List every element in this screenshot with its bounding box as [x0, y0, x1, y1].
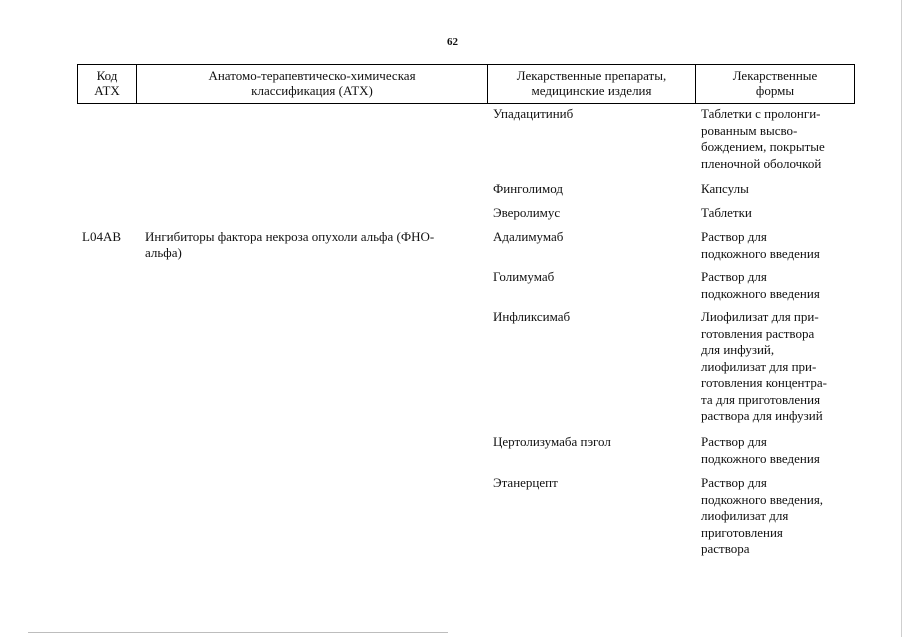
drug-form: Раствор для подкожного введения, лиофилизат для приготовления раствора — [701, 475, 824, 556]
header-drugs: Лекарственные препараты, медицинские изделия — [488, 65, 696, 103]
drug-name: Инфликсимаб — [493, 309, 571, 324]
page-number: 62 — [447, 36, 458, 48]
scan-edge-line — [901, 0, 902, 637]
drug-name: Адалимумаб — [493, 229, 564, 244]
drug-name: Голимумаб — [493, 269, 555, 284]
drug-name: Упадацитиниб — [493, 106, 574, 121]
drug-form: Таблетки с пролонги- рованным высво- бождением, покрытые пленочной оболочкой — [701, 106, 825, 171]
drug-name: Цертолизумаба пэгол — [493, 434, 611, 449]
atc-classification-name: Ингибиторы фактора некроза опухоли альфа (ФНО- альфа) — [145, 229, 435, 260]
header-classification: Анатомо-терапевтическо-химическая классификация (АТХ) — [137, 65, 488, 103]
drug-form: Раствор для подкожного введения — [701, 434, 820, 466]
drug-form: Раствор для подкожного введения — [701, 229, 820, 261]
drug-form: Капсулы — [701, 181, 749, 196]
drug-name: Финголимод — [493, 181, 563, 196]
footer-rule — [28, 632, 448, 633]
drug-form: Раствор для подкожного введения — [701, 269, 820, 301]
drug-name: Эверолимус — [493, 205, 561, 220]
header-code: Код АТХ — [78, 65, 137, 103]
drug-name: Этанерцепт — [493, 475, 558, 490]
drug-form: Лиофилизат для при- готовления раствора для инфузий, лиофилизат для при- готовления концентра- та для приготовления раствора для инфузий — [701, 309, 827, 423]
atc-code: L04AB — [82, 229, 121, 244]
header-forms: Лекарственные формы — [732, 68, 818, 98]
drug-form: Таблетки — [701, 205, 752, 220]
table-header — [77, 64, 855, 104]
